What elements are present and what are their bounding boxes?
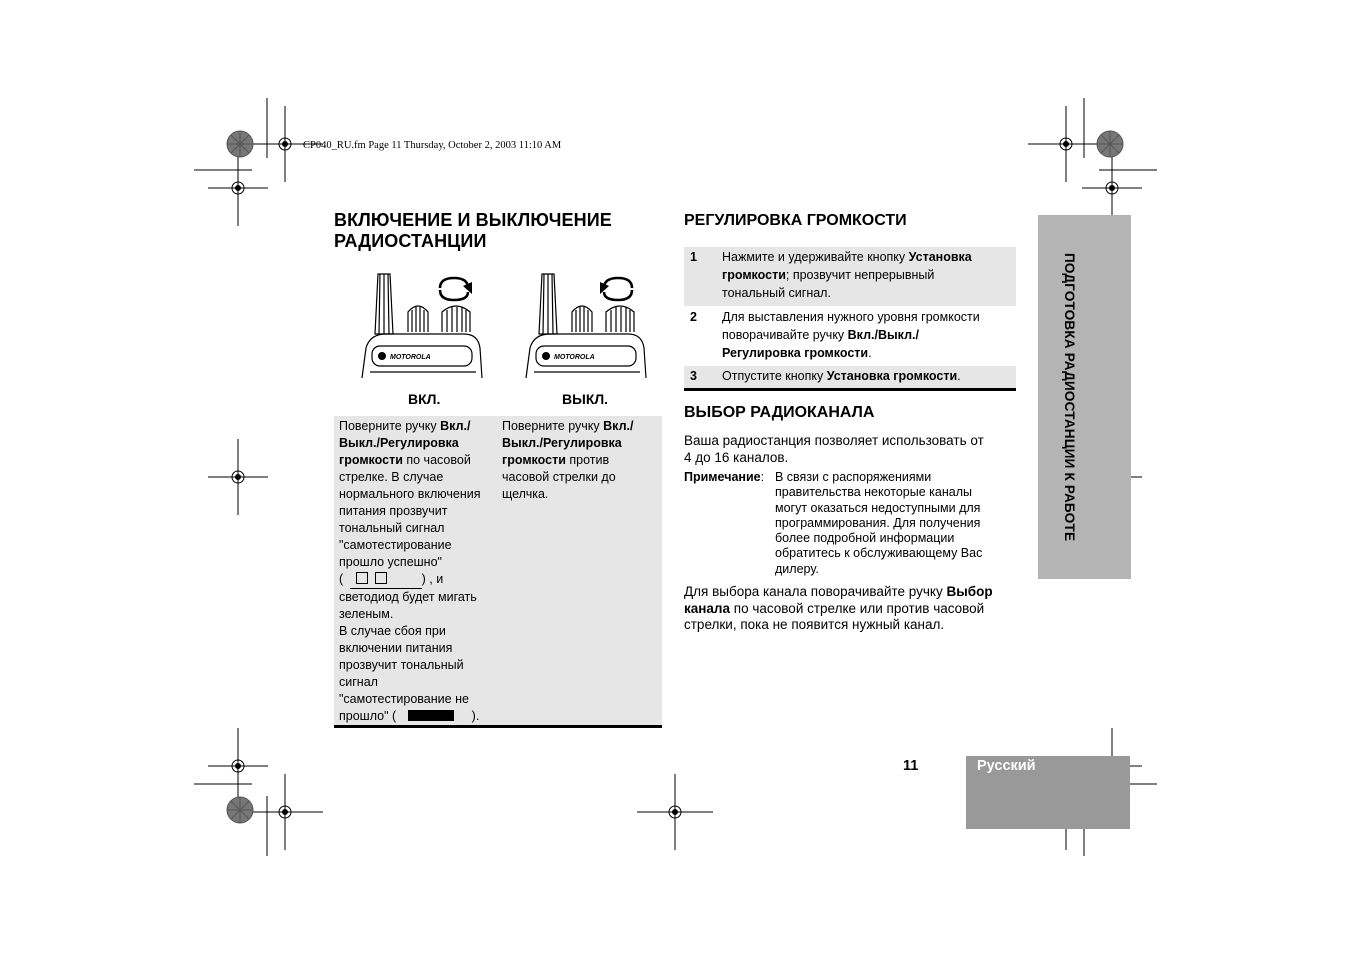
channel-intro: Ваша радиостанция позволяет использовать от 4 до 16 каналов. xyxy=(684,433,984,465)
channel-section-title: ВЫБОР РАДИОКАНАЛА xyxy=(684,404,875,421)
volume-step-1: 1 Нажмите и удерживайте кнопку Установка громкости; прозвучит непрерывный тональный сигнал. xyxy=(690,250,972,300)
power-title-line2: РАДИОСТАНЦИИ xyxy=(334,231,487,251)
radio-on-illustration xyxy=(360,272,485,380)
radio-off-brand: MOTOROLA xyxy=(554,354,595,361)
volume-step-2: 2 Для выставления нужного уровня громкости поворачивайте ручку Вкл./Выкл./ Регулировка громкости. xyxy=(690,310,980,360)
file-info-header: CP040_RU.fm Page 11 Thursday, October 2, 2003 11:10 AM xyxy=(303,140,562,151)
section-side-tab xyxy=(1038,215,1131,579)
note-text: В связи с распоряжениями правительства некоторые каналы могут оказаться недоступными для программирования. Для получения более подробной информации обратитесь к обслуживающему Вас дилеру. xyxy=(775,470,983,576)
page-number: 11 xyxy=(903,758,919,774)
channel-select-instructions: Для выбора канала поворачивайте ручку Выбор канала по часовой стрелке или против часовой стрелки, пока не появится нужный канал. xyxy=(684,584,993,632)
power-title-line1: ВКЛЮЧЕНИЕ И ВЫКЛЮЧЕНИЕ xyxy=(334,210,612,230)
success-tone-symbol xyxy=(350,571,422,589)
note-label: Примечание: xyxy=(684,470,765,484)
volume-step-3: 3 Отпустите кнопку Установка громкости. xyxy=(690,369,961,383)
off-label: ВЫКЛ. xyxy=(562,391,609,407)
radio-off-illustration xyxy=(524,272,649,380)
power-section-title xyxy=(334,210,654,252)
power-off-cell: Поверните ручку Вкл./ Выкл./Регулировка громкости против часовой стрелки до щелчка. xyxy=(502,419,634,501)
volume-table-rule xyxy=(684,388,1016,391)
volume-section-title: РЕГУЛИРОВКА ГРОМКОСТИ xyxy=(684,212,907,229)
failure-tone-symbol xyxy=(406,708,472,726)
on-label: ВКЛ. xyxy=(408,391,441,407)
radio-on-brand: MOTOROLA xyxy=(390,354,431,361)
section-side-tab-label: ПОДГОТОВКА РАДИОСТАНЦИИ К РАБОТЕ xyxy=(1062,253,1077,542)
language-label: Русский xyxy=(977,758,1036,774)
power-on-cell: Поверните ручку Вкл./ Выкл./Регулировка громкости по часовой стрелке. В случае нормального включения питания прозвучит тональный сигнал "самотестирование прошло успешно" ( ) , и светодиод будет мигать зеленым. В случае сбоя при включении питания прозвучит тональный сигнал "самотестирование не прошло" ( ). xyxy=(339,418,499,726)
